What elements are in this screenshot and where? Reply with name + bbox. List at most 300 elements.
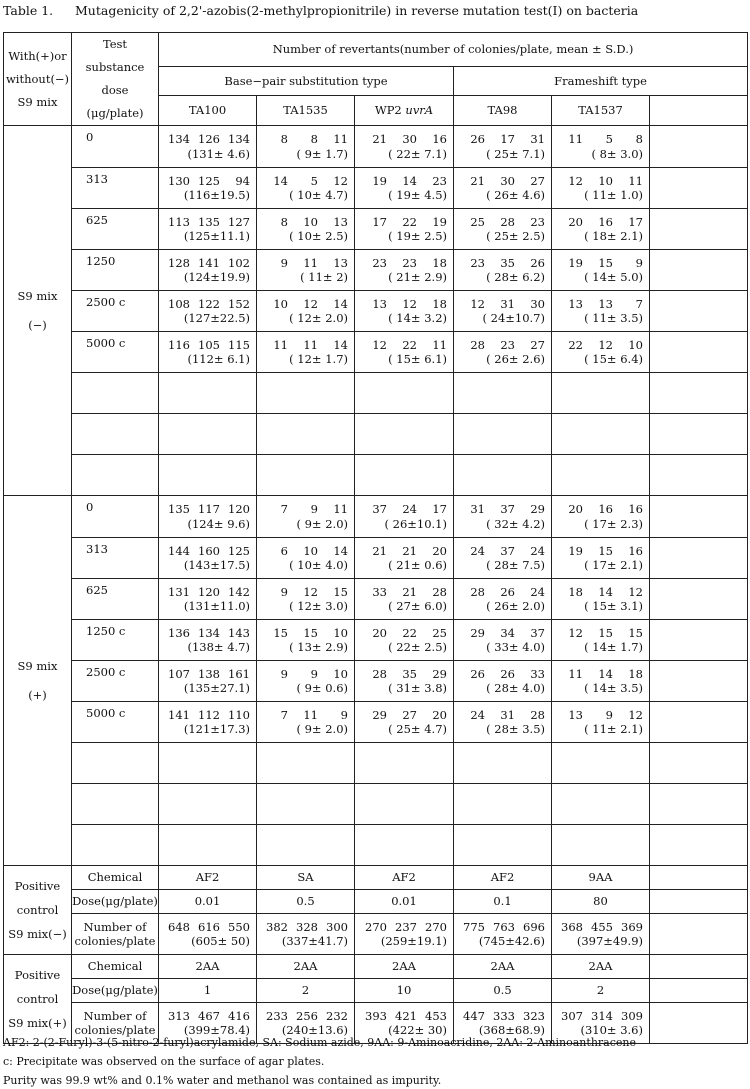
- label: Dose(μg/plate): [72, 894, 158, 909]
- count-2: 22: [402, 337, 417, 352]
- revertant-cell: [159, 209, 257, 250]
- count-2: 8: [310, 132, 318, 147]
- pc-dose-cell: [355, 890, 454, 914]
- mean-sd: ( 9± 0.6): [296, 681, 348, 695]
- count-3: 143: [228, 625, 250, 640]
- mean-sd: ( 10± 2.5): [289, 229, 348, 243]
- count-3: 152: [228, 296, 250, 311]
- count-2: 28: [500, 214, 515, 229]
- revertant-cell: [454, 250, 552, 291]
- revertant-cell: [159, 702, 257, 743]
- count-2: 134: [198, 625, 220, 640]
- count-3: 16: [432, 132, 447, 147]
- revertant-cell: [159, 579, 257, 620]
- count-2: 14: [598, 584, 613, 599]
- empty-cell: [650, 890, 748, 914]
- chemical-cell: [355, 955, 454, 979]
- dose-cell: [72, 209, 159, 250]
- count-3: 270: [425, 919, 447, 934]
- count-2: 616: [198, 919, 220, 934]
- table-row: [4, 866, 748, 890]
- table-caption: Mutagenicity of 2,2'-azobis(2-methylpropionitrile) in reverse mutation test(I) on bacteria: [75, 3, 639, 18]
- count-3: 18: [432, 255, 447, 270]
- count-2: 37: [500, 502, 515, 517]
- mean-sd: (368±68.9): [478, 1023, 545, 1037]
- count-3: 14: [333, 337, 348, 352]
- count-2: 16: [598, 502, 613, 517]
- dose-label: [72, 890, 159, 914]
- count-1: 307: [561, 1008, 583, 1023]
- count-2: 23: [402, 255, 417, 270]
- dose-cell: [72, 332, 159, 373]
- dose: 0.5: [296, 894, 315, 909]
- mean-sd: ( 11± 2): [300, 270, 348, 284]
- count-1: 113: [168, 214, 190, 229]
- mean-sd: ( 28± 3.5): [486, 722, 545, 736]
- count-2: 10: [303, 543, 318, 558]
- mean-sd: ( 19± 2.5): [388, 229, 447, 243]
- empty-cell: [355, 455, 454, 496]
- dose-cell: [72, 126, 159, 168]
- empty-cell: [257, 414, 355, 455]
- dose-cell: [72, 620, 159, 661]
- footnote-abbreviations: AF2: 2-(2-Furyl)-3-(5-nitro-2-furyl)acrylamide, SA: Sodium azide, 9AA: 9-Aminoacridine, 2AA: 2-Aminoanthracene: [3, 1036, 636, 1049]
- pc-dose-cell: [552, 979, 650, 1003]
- revertant-cell: [454, 168, 552, 209]
- mean-sd: (397±49.9): [576, 934, 643, 948]
- pc-line: S9 mix(−): [8, 927, 67, 941]
- mean-sd: (399±78.4): [183, 1023, 250, 1037]
- count-3: 416: [228, 1008, 250, 1023]
- count-3: 33: [530, 666, 545, 681]
- count-3: 369: [621, 919, 643, 934]
- count-1: 28: [372, 666, 387, 681]
- count-3: 15: [628, 625, 643, 640]
- empty-cell: [159, 455, 257, 496]
- mean-sd: (745±42.6): [478, 934, 545, 948]
- count-2: 160: [198, 543, 220, 558]
- pc-dose-cell: [159, 979, 257, 1003]
- count-2: 12: [402, 296, 417, 311]
- dose: 80: [593, 894, 608, 909]
- revertant-cell: [454, 291, 552, 332]
- revertant-cell: [454, 702, 552, 743]
- mean-sd: ( 32± 4.2): [486, 516, 545, 531]
- revertant-cell: [454, 620, 552, 661]
- table-row: [4, 538, 748, 579]
- pc-line: Positive: [14, 968, 61, 982]
- with-without-header: [4, 33, 72, 126]
- count-3: 161: [228, 666, 250, 681]
- dose-value: 313: [86, 542, 108, 556]
- count-1: 28: [470, 337, 485, 352]
- dose-cell: [72, 496, 159, 538]
- mean-sd: ( 12± 3.0): [289, 599, 348, 613]
- mean-sd: (121±17.3): [183, 722, 250, 736]
- count-3: 11: [628, 173, 643, 188]
- dose-cell: [72, 784, 159, 825]
- count-1: 12: [372, 337, 387, 352]
- count-3: 24: [530, 543, 545, 558]
- mean-sd: ( 28± 7.5): [486, 558, 545, 572]
- count-3: 25: [432, 625, 447, 640]
- count-3: 7: [635, 296, 643, 311]
- count-2: 125: [198, 173, 220, 188]
- revertant-cell: [355, 209, 454, 250]
- count-3: 9: [635, 255, 643, 270]
- revertant-cell: [355, 168, 454, 209]
- count-1: 7: [280, 707, 288, 722]
- count-2: 24: [402, 502, 417, 517]
- dose: 0.1: [493, 894, 512, 909]
- pc-colonies-cell: [355, 914, 454, 955]
- count-2: 112: [198, 707, 220, 722]
- count-1: 19: [568, 543, 583, 558]
- count-2: 11: [303, 707, 318, 722]
- count-1: 130: [168, 173, 190, 188]
- count-3: 29: [530, 502, 545, 517]
- count-1: 11: [568, 666, 583, 681]
- count-2: 35: [500, 255, 515, 270]
- count-1: 33: [372, 584, 387, 599]
- count-3: 26: [530, 255, 545, 270]
- dose-label: [72, 979, 159, 1003]
- count-2: 9: [310, 502, 318, 517]
- empty-cell: [454, 455, 552, 496]
- pc-line: Positive: [14, 879, 61, 893]
- revertant-cell: [552, 661, 650, 702]
- group-line: S9 mix: [17, 288, 58, 303]
- count-2: 15: [598, 543, 613, 558]
- mean-sd: (131±11.0): [183, 599, 250, 613]
- count-1: 13: [568, 296, 583, 311]
- count-2: 328: [296, 919, 318, 934]
- mean-sd: (422± 30): [388, 1023, 447, 1037]
- empty-cell: [159, 414, 257, 455]
- label: Number of: [83, 1008, 147, 1023]
- count-3: 18: [432, 296, 447, 311]
- count-3: 13: [333, 255, 348, 270]
- label: colonies/plate: [74, 934, 156, 948]
- empty-cell: [650, 538, 748, 579]
- dose: 10: [396, 983, 412, 998]
- revertant-cell: [454, 209, 552, 250]
- pc-line: control: [16, 903, 59, 917]
- count-1: 20: [568, 502, 583, 517]
- count-1: 393: [365, 1008, 387, 1023]
- count-1: 447: [463, 1008, 485, 1023]
- count-2: 27: [402, 707, 417, 722]
- table-title: [3, 3, 638, 18]
- chemical-cell: [159, 866, 257, 890]
- count-3: 20: [432, 707, 447, 722]
- count-3: 11: [333, 502, 348, 517]
- mean-sd: ( 8± 3.0): [591, 146, 643, 161]
- chemical-cell: [257, 955, 355, 979]
- count-1: 26: [470, 666, 485, 681]
- count-2: 12: [303, 296, 318, 311]
- empty-cell: [454, 743, 552, 784]
- count-2: 135: [198, 214, 220, 229]
- empty-cell: [552, 373, 650, 414]
- count-2: 31: [500, 707, 515, 722]
- s9-group-label: [4, 496, 72, 866]
- mean-sd: ( 10± 4.7): [289, 188, 348, 202]
- dose: 0.01: [194, 894, 221, 909]
- count-2: 21: [402, 543, 417, 558]
- mean-sd: (240±13.6): [281, 1023, 348, 1037]
- dose: 0.5: [493, 983, 512, 998]
- label: Chemical: [87, 959, 143, 974]
- empty-cell: [650, 332, 748, 373]
- pc-colonies-cell: [159, 914, 257, 955]
- count-2: 22: [402, 625, 417, 640]
- mean-sd: (124± 9.6): [187, 516, 250, 531]
- pc-dose-cell: [454, 890, 552, 914]
- revertant-cell: [257, 332, 355, 373]
- chemical-cell: [552, 955, 650, 979]
- revertant-cell: [552, 209, 650, 250]
- revertant-cell: [159, 538, 257, 579]
- count-3: 696: [523, 919, 545, 934]
- count-1: 20: [568, 214, 583, 229]
- empty-cell: [552, 743, 650, 784]
- empty-cell: [650, 291, 748, 332]
- dose-cell: [72, 373, 159, 414]
- count-1: 9: [280, 255, 288, 270]
- dose-cell: [72, 538, 159, 579]
- revertant-cell: [257, 661, 355, 702]
- revertant-cell: [454, 496, 552, 538]
- revertant-cell: [552, 496, 650, 538]
- mean-sd: ( 21± 2.9): [388, 270, 447, 284]
- colonies-label: [72, 914, 159, 955]
- count-1: 382: [266, 919, 288, 934]
- empty-cell: [650, 979, 748, 1003]
- table-row: [4, 126, 748, 168]
- count-1: 21: [372, 132, 387, 147]
- count-1: 18: [568, 584, 583, 599]
- header-line: With(+)or: [8, 48, 67, 63]
- count-1: 23: [372, 255, 387, 270]
- empty-cell: [454, 373, 552, 414]
- table-row: [4, 914, 748, 955]
- table-row: [4, 743, 748, 784]
- empty-cell: [650, 784, 748, 825]
- label: Chemical: [87, 870, 143, 885]
- count-2: 14: [598, 666, 613, 681]
- dose-cell: [72, 825, 159, 866]
- count-2: 15: [598, 255, 613, 270]
- count-2: 16: [598, 214, 613, 229]
- pc-dose-cell: [257, 890, 355, 914]
- revertant-cell: [552, 126, 650, 168]
- count-2: 30: [500, 173, 515, 188]
- revertants-header: [159, 33, 748, 67]
- count-1: 648: [168, 919, 190, 934]
- count-3: 14: [333, 296, 348, 311]
- mean-sd: ( 21± 0.6): [388, 558, 447, 572]
- frameshift-header: [454, 66, 748, 96]
- mean-sd: ( 9± 2.0): [296, 722, 348, 736]
- empty-cell: [159, 373, 257, 414]
- dose-cell: [72, 291, 159, 332]
- count-3: 142: [228, 584, 250, 599]
- empty-cell: [650, 914, 748, 955]
- dose-value: 625: [86, 583, 108, 597]
- mean-sd: (143±17.5): [183, 558, 250, 572]
- count-2: 11: [303, 255, 318, 270]
- mean-sd: ( 9± 1.7): [296, 146, 348, 161]
- mean-sd: ( 14± 5.0): [584, 270, 643, 284]
- dose-value: 1250: [86, 254, 116, 268]
- empty-cell: [552, 784, 650, 825]
- count-1: 21: [470, 173, 485, 188]
- empty-cell: [650, 579, 748, 620]
- mean-sd: (138± 4.7): [187, 640, 250, 654]
- empty-cell: [552, 825, 650, 866]
- count-2: 14: [402, 173, 417, 188]
- revertant-cell: [355, 332, 454, 373]
- revertant-cell: [355, 126, 454, 168]
- label: Number of: [83, 919, 147, 934]
- dose: 0.01: [391, 894, 417, 909]
- count-2: 17: [500, 132, 515, 147]
- count-3: 16: [628, 543, 643, 558]
- count-2: 9: [310, 666, 318, 681]
- count-2: 10: [598, 173, 613, 188]
- revertant-cell: [257, 496, 355, 538]
- empty-cell: [650, 496, 748, 538]
- mean-sd: ( 28± 6.2): [486, 270, 545, 284]
- count-3: 125: [228, 543, 250, 558]
- count-1: 22: [568, 337, 583, 352]
- mean-sd: ( 22± 7.1): [388, 146, 447, 161]
- mean-sd: (125±11.1): [183, 229, 250, 243]
- count-1: 24: [470, 707, 485, 722]
- empty-cell: [650, 866, 748, 890]
- dose-value: 2500 c: [86, 295, 126, 309]
- empty-cell: [257, 825, 355, 866]
- chemical-cell: [159, 955, 257, 979]
- count-3: 300: [326, 919, 348, 934]
- empty-cell: [650, 825, 748, 866]
- count-1: 29: [470, 625, 485, 640]
- count-3: 27: [530, 337, 545, 352]
- count-2: 105: [198, 337, 220, 352]
- count-3: 17: [432, 502, 447, 517]
- empty-cell: [650, 373, 748, 414]
- count-1: 31: [470, 502, 485, 517]
- count-1: 9: [280, 584, 288, 599]
- pc-line: S9 mix(+): [8, 1016, 67, 1030]
- footnote-precipitate: c: Precipitate was observed on the surface of agar plates.: [3, 1055, 325, 1068]
- mean-sd: ( 24±10.7): [482, 311, 545, 325]
- table-row: [4, 955, 748, 979]
- table-row: [4, 979, 748, 1003]
- pc-dose-cell: [355, 979, 454, 1003]
- mean-sd: ( 10± 4.0): [289, 558, 348, 572]
- table-row: [4, 414, 748, 455]
- revertant-cell: [552, 702, 650, 743]
- dose: 1: [203, 983, 212, 998]
- count-1: 14: [273, 173, 288, 188]
- pc-colonies-cell: [454, 914, 552, 955]
- header-line: without(−): [5, 71, 70, 86]
- count-2: 12: [598, 337, 613, 352]
- empty-cell: [650, 702, 748, 743]
- revertant-cell: [355, 496, 454, 538]
- count-1: 141: [168, 707, 190, 722]
- revertant-cell: [552, 332, 650, 373]
- count-2: 15: [598, 625, 613, 640]
- revertant-cell: [257, 538, 355, 579]
- count-2: 333: [493, 1008, 515, 1023]
- count-2: 126: [198, 132, 220, 147]
- mean-sd: (112± 6.1): [187, 352, 250, 366]
- empty-cell: [650, 955, 748, 979]
- count-1: 368: [561, 919, 583, 934]
- dose-cell: [72, 579, 159, 620]
- table-row: [4, 579, 748, 620]
- mean-sd: ( 18± 2.1): [584, 229, 643, 243]
- dose-value: 5000 c: [86, 336, 126, 350]
- mean-sd: (131± 4.6): [187, 146, 250, 161]
- count-2: 256: [296, 1008, 318, 1023]
- count-1: 25: [470, 214, 485, 229]
- count-1: 136: [168, 625, 190, 640]
- empty-cell: [159, 825, 257, 866]
- header-text: Base−pair substitution type: [224, 73, 388, 88]
- empty-cell: [257, 455, 355, 496]
- mean-sd: ( 11± 1.0): [584, 188, 643, 202]
- count-3: 10: [628, 337, 643, 352]
- count-3: 12: [333, 173, 348, 188]
- revertant-cell: [159, 126, 257, 168]
- empty-cell: [650, 209, 748, 250]
- count-1: 17: [372, 214, 387, 229]
- mean-sd: (135±27.1): [183, 681, 250, 695]
- revertant-cell: [552, 168, 650, 209]
- mean-sd: ( 19± 4.5): [388, 188, 447, 202]
- chemical-cell: [454, 866, 552, 890]
- count-2: 26: [500, 584, 515, 599]
- count-1: 37: [372, 502, 387, 517]
- count-1: 8: [280, 132, 288, 147]
- count-1: 23: [470, 255, 485, 270]
- empty-cell: [650, 455, 748, 496]
- revertant-cell: [355, 579, 454, 620]
- dose-cell: [72, 414, 159, 455]
- empty-cell: [257, 743, 355, 784]
- count-1: 108: [168, 296, 190, 311]
- chemical: 2AA: [293, 959, 318, 974]
- count-3: 37: [530, 625, 545, 640]
- count-3: 17: [628, 214, 643, 229]
- pc-line: control: [16, 992, 59, 1006]
- empty-cell: [650, 620, 748, 661]
- empty-cell: [257, 784, 355, 825]
- chemical: AF2: [490, 870, 515, 885]
- strain-name: TA1537: [578, 103, 623, 118]
- revertant-cell: [454, 332, 552, 373]
- table-row: [4, 168, 748, 209]
- revertant-cell: [454, 538, 552, 579]
- count-2: 12: [303, 584, 318, 599]
- count-2: 30: [402, 132, 417, 147]
- count-3: 28: [530, 707, 545, 722]
- count-2: 5: [310, 173, 318, 188]
